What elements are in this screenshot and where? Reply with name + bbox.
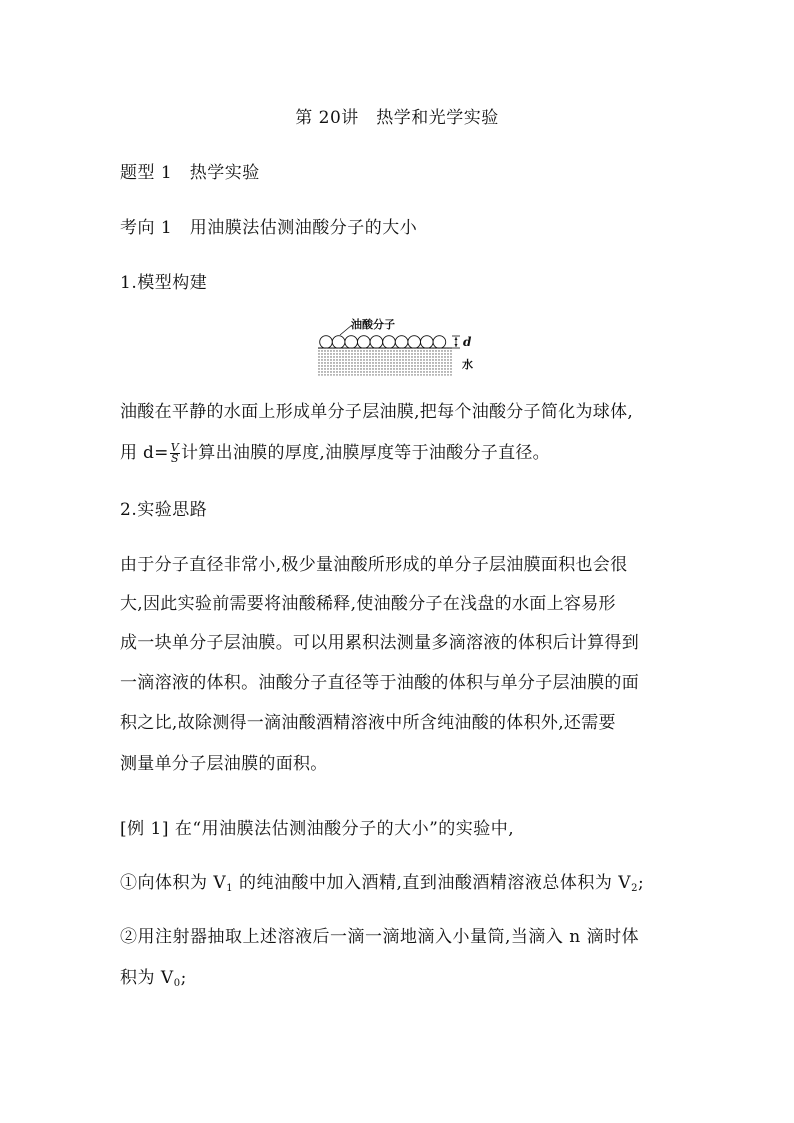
oil-film-diagram	[318, 317, 478, 377]
subsection-heading: 考向 1 用油膜法估测油酸分子的大小	[120, 218, 418, 238]
molecule-row	[320, 336, 446, 349]
example-intro: [例 1] 在“用油膜法估测油酸分子的大小”的实验中,	[120, 819, 515, 839]
fraction-numerator: V	[170, 441, 179, 454]
molecule-label: 油酸分子	[351, 318, 395, 331]
molecule-circle	[383, 336, 396, 349]
model-heading: 1.模型构建	[120, 273, 208, 293]
model-text-line-1: 油酸在平静的水面上形成单分子层油膜,把每个油酸分子简化为球体,	[120, 402, 634, 422]
idea-line: 测量单分子层油膜的面积。	[120, 754, 328, 774]
molecule-circle	[421, 336, 434, 349]
step1-text-c: ;	[637, 873, 645, 893]
idea-heading: 2.实验思路	[120, 500, 208, 520]
formula-fraction	[170, 443, 180, 464]
idea-line: 由于分子直径非常小,极少量油酸所形成的单分子层油膜面积也会很	[120, 555, 628, 575]
step2-subscript: 0	[173, 978, 181, 989]
step2-text-a: 积为 V	[120, 968, 174, 988]
molecule-circle	[332, 336, 345, 349]
idea-line: 大,因此实验前需要将油酸稀释,使油酸分子在浅盘的水面上容易形	[120, 594, 616, 614]
water-label: 水	[462, 358, 473, 371]
model-text-line-2	[120, 443, 550, 464]
example-step-2-line-1: ②用注射器抽取上述溶液后一滴一滴地滴入小量筒,当滴入 n 滴时体	[120, 927, 640, 947]
molecule-circle	[370, 336, 383, 349]
step1-text-b: 的纯油酸中加入酒精,直到油酸酒精溶液总体积为 V	[233, 873, 632, 893]
fraction-denominator: S	[170, 452, 179, 465]
step1-subscript-1: 1	[226, 883, 234, 894]
idea-line: 积之比,故除测得一滴油酸酒精溶液中所含纯油酸的体积外,还需要	[120, 713, 616, 733]
section-heading: 题型 1 热学实验	[120, 163, 260, 183]
molecule-circle	[345, 336, 358, 349]
d-arrow-down	[455, 344, 458, 347]
step2-text-b: ;	[180, 968, 187, 988]
idea-line: 一滴溶液的体积。油酸分子直径等于油酸的体积与单分子层油膜的面	[120, 673, 639, 693]
d-label: d	[463, 335, 472, 349]
d-arrow-up	[455, 337, 458, 340]
example-step-1	[120, 873, 644, 893]
water-region	[318, 349, 452, 376]
step1-subscript-2: 2	[631, 883, 638, 894]
idea-line: 成一块单分子层油膜。可以用累积法测量多滴溶液的体积后计算得到	[120, 633, 639, 653]
page-title: 第 20讲 热学和光学实验	[295, 108, 499, 128]
example-step-2-line-2	[120, 968, 187, 988]
formula-suffix: 计算出油膜的厚度,油膜厚度等于油酸分子直径。	[180, 443, 550, 463]
molecule-circle	[408, 336, 421, 349]
formula-prefix: 用 d=	[120, 443, 169, 463]
molecule-circle	[433, 336, 446, 349]
step1-text-a: ①向体积为 V	[120, 873, 227, 893]
molecule-circle	[395, 336, 408, 349]
molecule-circle	[320, 336, 333, 349]
molecule-circle	[358, 336, 371, 349]
